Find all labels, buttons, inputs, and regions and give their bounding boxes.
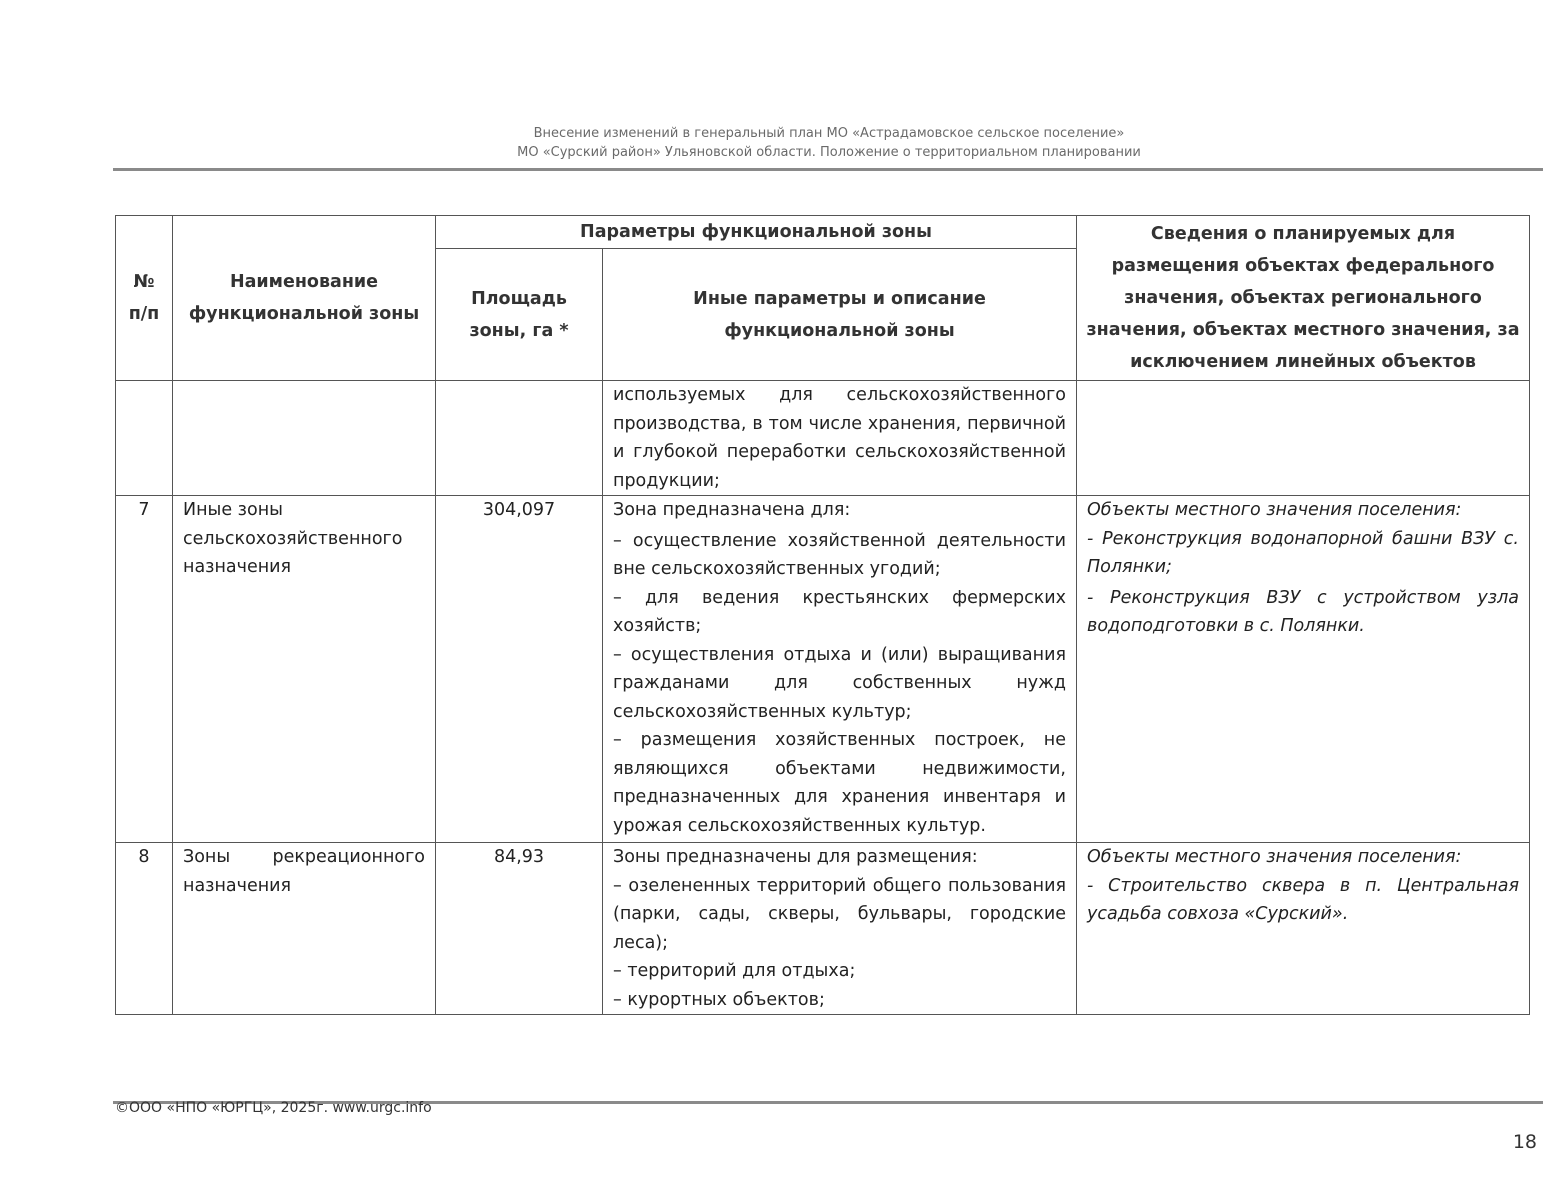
table-row xyxy=(116,843,1530,1015)
description-line: – осуществления отдыха и (или) выращивания гражданами для собственных нужд сельскохозяйственных культур; xyxy=(613,644,1066,722)
description-line: – курортных объектов; xyxy=(613,989,825,1010)
row-number: 8 xyxy=(116,843,173,1015)
table-row xyxy=(116,381,1530,496)
description-line: Зоны предназначены для размещения: xyxy=(613,847,978,867)
description-line: – территорий для отдыха; xyxy=(613,961,856,981)
zone-name: Иные зоны сельскохозяйственного назначения xyxy=(173,496,436,843)
planned-objects-heading: Объекты местного значения поселения: xyxy=(1087,500,1462,520)
description-line: – для ведения крестьянских фермерских хозяйств; xyxy=(613,587,1066,636)
zone-name: Зоны рекреационного назначения xyxy=(173,843,436,1015)
row-number xyxy=(116,381,173,496)
table-row xyxy=(116,496,1530,843)
description-line: используемых для сельскохозяйственного производства, в том числе хранения, первичной и глубокой переработки сельскохозяйственной продукции; xyxy=(613,385,1066,491)
planned-object-item: - Строительство сквера в п. Центральная усадьба совхоза «Сурский». xyxy=(1087,875,1519,924)
header-zone-name: Наименование функциональной зоны xyxy=(173,216,436,381)
planned-object-item: - Реконструкция водонапорной башни ВЗУ с. Полянки; xyxy=(1087,528,1519,577)
zone-description xyxy=(603,381,1077,496)
zone-area xyxy=(436,381,603,496)
header-line-1: Внесение изменений в генеральный план МО «Астрадамовское сельское поселение» xyxy=(533,126,1125,141)
row-number: 7 xyxy=(116,496,173,843)
planned-objects xyxy=(1077,843,1530,1015)
header-num: № п/п xyxy=(116,216,173,381)
header-line-2: МО «Сурский район» Ульяновской области. Положение о территориальном планировании xyxy=(517,145,1141,160)
header-description: Иные параметры и описание функциональной зоны xyxy=(603,249,1077,381)
description-line: – осуществление хозяйственной деятельности вне сельскохозяйственных угодий; xyxy=(613,530,1066,579)
planned-objects-heading: Объекты местного значения поселения: xyxy=(1087,847,1462,867)
planned-objects xyxy=(1077,496,1530,843)
header-divider xyxy=(113,168,1543,171)
zone-description xyxy=(603,843,1077,1015)
page-number: 18 xyxy=(1512,1131,1537,1153)
copyright-text: ©ООО «НПО «ЮРГЦ», 2025г. www.urgc.info xyxy=(115,1100,432,1116)
description-line: – озелененных территорий общего пользования (парки, сады, скверы, бульвары, городские леса); xyxy=(613,875,1066,953)
header-planned-objects: Сведения о планируемых для размещения объектах федерального значения, объектах регионального значения, объектах местного значения, за исключением линейных объектов xyxy=(1077,216,1530,381)
zone-description xyxy=(603,496,1077,843)
document-header xyxy=(115,124,1543,162)
planned-objects xyxy=(1077,381,1530,496)
description-line: – размещения хозяйственных построек, не являющихся объектами недвижимости, предназначенных для хранения инвентаря и урожая сельскохозяйственных культур. xyxy=(613,730,1066,836)
zone-area: 304,097 xyxy=(436,496,603,843)
description-line: Зона предназначена для: xyxy=(613,500,851,520)
header-params-group: Параметры функциональной зоны xyxy=(436,216,1077,249)
zone-area: 84,93 xyxy=(436,843,603,1015)
functional-zones-table xyxy=(115,215,1530,1015)
zone-name xyxy=(173,381,436,496)
header-area: Площадь зоны, га * xyxy=(436,249,603,381)
planned-object-item: - Реконструкция ВЗУ с устройством узла водоподготовки в с. Полянки. xyxy=(1087,587,1519,636)
